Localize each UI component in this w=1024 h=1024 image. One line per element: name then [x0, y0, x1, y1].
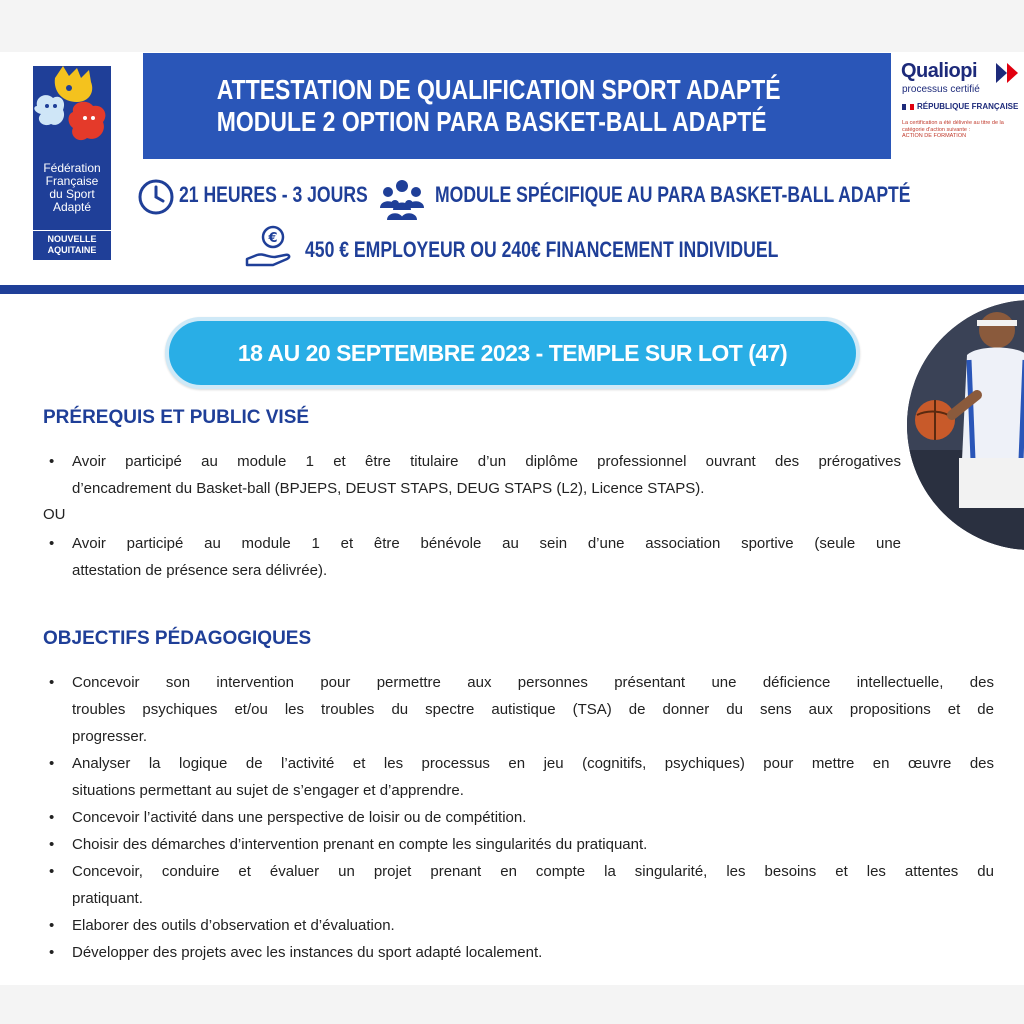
- module-label: MODULE SPÉCIFIQUE AU PARA BASKET-BALL ADAPTÉ: [435, 182, 911, 207]
- prerequisites-title: PRÉREQUIS ET PUBLIC VISÉ: [43, 407, 310, 428]
- objective-line: Elaborer des outils d’observation et d’évaluation.: [72, 917, 395, 934]
- bullet-dot: •: [49, 836, 55, 853]
- ffsa-region-line: AQUITAINE: [47, 245, 97, 255]
- ffsa-logo: [33, 66, 111, 260]
- qualiopi-note: [902, 120, 1024, 140]
- objective-item: [72, 939, 994, 966]
- session-date-pill: [165, 317, 860, 389]
- objective-item: [72, 804, 994, 831]
- french-flag-icon: [902, 104, 914, 110]
- bullet-dot: •: [49, 917, 55, 934]
- header-divider: [0, 285, 1024, 294]
- session-date-text: 18 AU 20 SEPTEMBRE 2023 - TEMPLE SUR LOT (47): [237, 339, 788, 366]
- qualiopi-logo: [898, 60, 1024, 145]
- title-line-1: ATTESTATION DE QUALIFICATION SPORT ADAPTÉ: [216, 74, 781, 105]
- republic-label: RÉPUBLIQUE FRANÇAISE: [917, 102, 1019, 111]
- objective-line: troubles psychiques et/ou les troubles du spectre autistique (TSA) de donner du sens aux propositions et de: [72, 701, 994, 718]
- bullet-dot: •: [49, 944, 55, 961]
- prerequisite-item-2: [72, 530, 901, 584]
- qualiopi-subtitle: processus certifié: [902, 84, 980, 95]
- objective-line: Concevoir l’activité dans une perspective de loisir ou de compétition.: [72, 809, 527, 826]
- ffsa-figures-icon: [33, 66, 111, 156]
- objective-line: Choisir des démarches d’intervention prenant en compte les singularités du pratiquant.: [72, 836, 648, 853]
- title-banner: [143, 53, 891, 159]
- or-label: OU: [43, 506, 66, 523]
- prerequisite-line: d’encadrement du Basket-ball (BPJEPS, DEUST STAPS, DEUG STAPS (L2), Licence STAPS).: [72, 480, 705, 497]
- objective-line: Concevoir son intervention pour permettre aux personnes présentant une déficience intellectuelle, des: [72, 674, 994, 691]
- objective-line: Concevoir, conduire et évaluer un projet prenant en compte la singularité, les besoins et les attentes du: [72, 863, 994, 880]
- ffsa-name-line: Adapté: [52, 200, 92, 214]
- bottom-margin: [0, 985, 1024, 1024]
- objective-line: progresser.: [72, 728, 148, 745]
- title-line-2: MODULE 2 OPTION PARA BASKET-BALL ADAPTÉ: [216, 106, 767, 137]
- qualiopi-name: Qualiopi: [901, 60, 977, 82]
- objective-item: [72, 669, 994, 750]
- prerequisite-line: Avoir participé au module 1 et être bénévole au sein d’une association sportive (seule une: [72, 535, 901, 552]
- objective-item: [72, 750, 994, 804]
- objective-item: [72, 831, 994, 858]
- clock-icon: [137, 178, 175, 216]
- prerequisite-line: Avoir participé au module 1 et être titulaire d’un diplôme professionnel ouvrant des prérogatives: [72, 453, 901, 470]
- ffsa-region: [33, 230, 111, 260]
- group-icon: [379, 178, 425, 220]
- objectives-title: OBJECTIFS PÉDAGOGIQUES: [43, 628, 312, 649]
- bullet-dot: •: [49, 755, 55, 772]
- qualiopi-note-text: La certification a été délivrée au titre de la catégorie d'action suivante :: [902, 120, 1004, 133]
- ffsa-name: [33, 162, 111, 214]
- prerequisite-line: attestation de présence sera délivrée).: [72, 562, 328, 579]
- player-photo: [907, 300, 1024, 550]
- objective-line: situations permettant au sujet de s’engager et d’apprendre.: [72, 782, 464, 799]
- svg-text:€: €: [268, 231, 278, 246]
- basketball-player-image: [907, 300, 1024, 550]
- qualiopi-republic: [902, 102, 1018, 111]
- ffsa-name-line: Française: [45, 174, 99, 188]
- objective-line: Analyser la logique de l’activité et les processus en jeu (cognitifs, psychiques) pour mettre en œuvre des: [72, 755, 994, 772]
- qualiopi-arrows-icon: [996, 63, 1020, 83]
- objective-line: Développer des projets avec les instances du sport adapté localement.: [72, 944, 543, 961]
- objective-line: pratiquant.: [72, 890, 143, 907]
- top-margin: [0, 0, 1024, 52]
- duration-label: 21 HEURES - 3 JOURS: [179, 182, 368, 207]
- prerequisite-item-1: [72, 448, 901, 502]
- ffsa-region-line: NOUVELLE: [47, 234, 97, 244]
- ffsa-name-line: du Sport: [49, 187, 95, 201]
- bullet-dot: •: [49, 863, 55, 880]
- bullet-dot: •: [49, 535, 55, 552]
- objective-item: [72, 912, 994, 939]
- qualiopi-category: ACTION DE FORMATION: [902, 133, 967, 139]
- price-label: 450 € EMPLOYEUR OU 240€ FINANCEMENT INDIVIDUEL: [305, 237, 779, 262]
- objective-item: [72, 858, 994, 912]
- ffsa-name-line: Fédération: [43, 161, 101, 175]
- bullet-dot: •: [49, 809, 55, 826]
- money-hand-icon: [245, 225, 293, 269]
- bullet-dot: •: [49, 453, 55, 470]
- bullet-dot: •: [49, 674, 55, 691]
